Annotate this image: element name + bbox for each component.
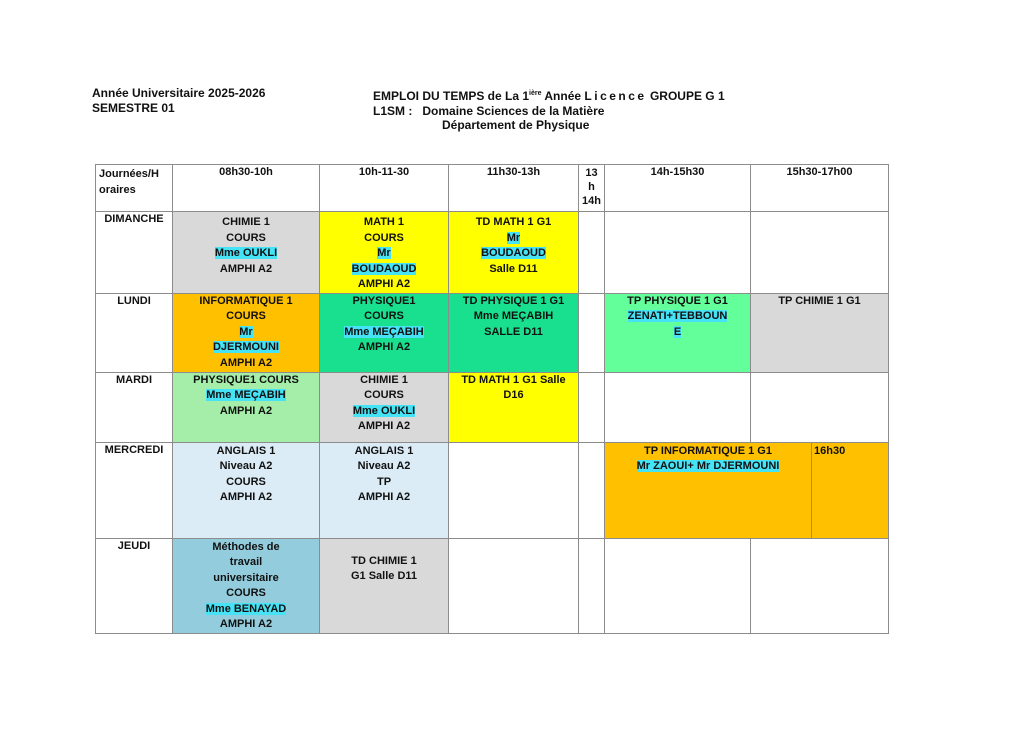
day-label: MARDI — [96, 372, 173, 442]
course-cell: TD MATH 1 G1 Salle D16 — [449, 372, 579, 442]
pause-cell — [579, 293, 605, 372]
day-label: JEUDI — [96, 538, 173, 633]
empty-cell — [449, 442, 579, 538]
corner-cell: Journées/H oraires — [96, 165, 173, 212]
header-row — [96, 165, 889, 212]
course-cell: MATH 1 COURS Mr BOUDAOUD AMPHI A2 — [320, 212, 449, 294]
domain-line: L1SM : Domaine Sciences de la Matière — [373, 104, 605, 118]
empty-cell — [449, 538, 579, 633]
course-cell: TP CHIMIE 1 G1 — [751, 293, 889, 372]
slot-header: 08h30-10h — [173, 165, 320, 212]
time-note: 16h30 — [812, 443, 888, 538]
course-cell: PHYSIQUE1 COURS Mme MEÇABIH AMPHI A2 — [320, 293, 449, 372]
empty-cell — [751, 538, 889, 633]
timetable-title: EMPLOI DU TEMPS de La $1^{ière}$ Année Licence GROUPE G 1 — [373, 89, 725, 103]
empty-cell — [605, 372, 751, 442]
day-row-jeudi — [96, 538, 889, 633]
course-cell: ANGLAIS 1 Niveau A2 TP AMPHI A2 — [320, 442, 449, 538]
pause-cell — [579, 442, 605, 538]
academic-year-block — [92, 86, 265, 116]
course-cell: TP INFORMATIQUE 1 G1 Mr ZAOUI+ Mr DJERMOUNI — [605, 443, 812, 538]
slot-header: 11h30-13h — [449, 165, 579, 212]
timetable-title-block — [373, 86, 725, 119]
day-row-mercredi — [96, 442, 889, 538]
merged-course-cell — [605, 442, 889, 538]
course-cell: ANGLAIS 1 Niveau A2 COURS AMPHI A2 — [173, 442, 320, 538]
day-label: LUNDI — [96, 293, 173, 372]
day-row-mardi — [96, 372, 889, 442]
course-cell: TD MATH 1 G1 Mr BOUDAOUD Salle D11 — [449, 212, 579, 294]
course-cell: PHYSIQUE1 COURS Mme MEÇABIH AMPHI A2 — [173, 372, 320, 442]
empty-cell — [605, 538, 751, 633]
day-row-lundi — [96, 293, 889, 372]
course-cell: CHIMIE 1 COURS Mme OUKLI AMPHI A2 — [320, 372, 449, 442]
slot-header: 14h-15h30 — [605, 165, 751, 212]
academic-year: Année Universitaire 2025-2026 — [92, 86, 266, 100]
pause-cell — [579, 538, 605, 633]
course-cell: Méthodes de travail universitaire COURS Mme BENAYAD AMPHI A2 — [173, 538, 320, 633]
pause-header: 13 h 14h — [579, 165, 605, 212]
semester: SEMESTRE 01 — [92, 101, 175, 115]
course-cell: CHIMIE 1 COURS Mme OUKLI AMPHI A2 — [173, 212, 320, 294]
slot-header: 10h-11-30 — [320, 165, 449, 212]
course-cell: TD PHYSIQUE 1 G1 Mme MEÇABIH SALLE D11 — [449, 293, 579, 372]
day-label: MERCREDI — [96, 442, 173, 538]
course-cell: TD CHIMIE 1 G1 Salle D11 — [320, 538, 449, 633]
empty-cell — [751, 212, 889, 294]
pause-cell — [579, 212, 605, 294]
empty-cell — [605, 212, 751, 294]
course-cell: TP PHYSIQUE 1 G1 ZENATI+TEBBOUN E — [605, 293, 751, 372]
empty-cell — [751, 372, 889, 442]
pause-cell — [579, 372, 605, 442]
day-row-dimanche — [96, 212, 889, 294]
course-cell: INFORMATIQUE 1 COURS Mr DJERMOUNI AMPHI A2 — [173, 293, 320, 372]
department: Département de Physique — [442, 118, 590, 132]
day-label: DIMANCHE — [96, 212, 173, 294]
slot-header: 15h30-17h00 — [751, 165, 889, 212]
timetable — [95, 164, 889, 634]
